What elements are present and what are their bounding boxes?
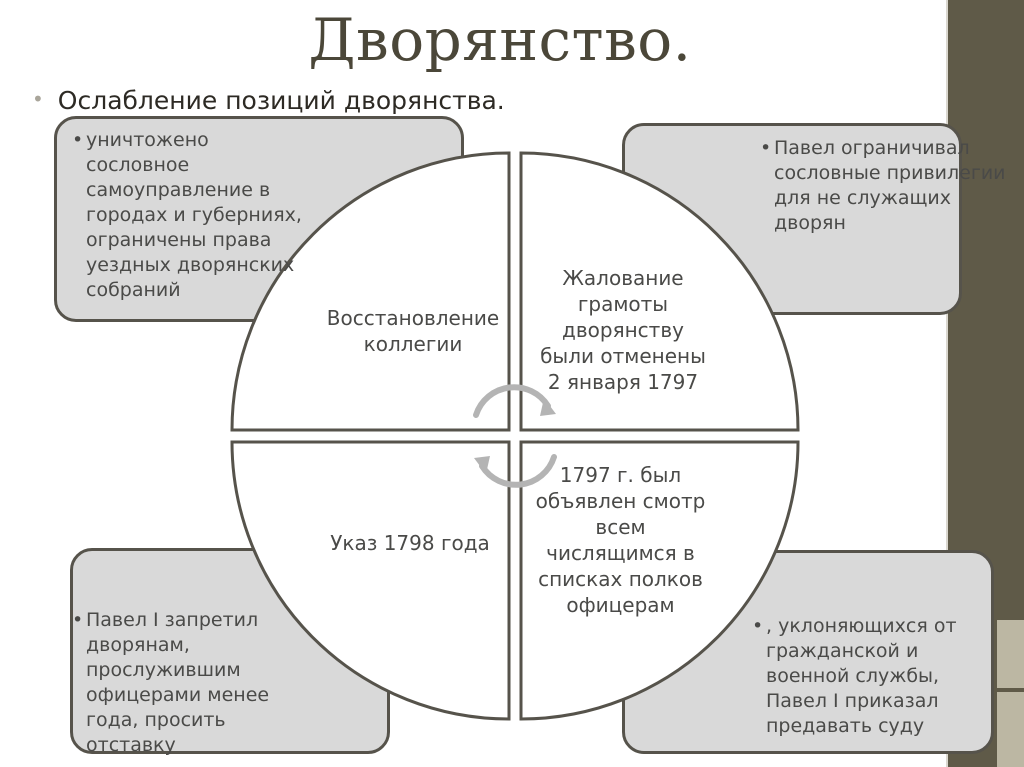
subtitle-text: Ослабление позиций дворянства. — [57, 86, 505, 115]
callout-text-top-right — [760, 136, 1019, 236]
bullet-icon: • — [72, 609, 84, 631]
callout-text-top-left-value: уничтожено сословное самоуправление в городах и губерниях, ограничены права уездных дворянских собраний — [86, 129, 302, 301]
bullet-icon: • — [32, 87, 44, 111]
slide-title: Дворянство. — [308, 6, 692, 74]
quadrant-top-right-label: Жалование грамоты дворянству были отменены 2 января 1797 — [540, 266, 706, 394]
callout-text-bottom-right-value: , уклоняющихся от гражданской и военной службы, Павел I приказал предавать суду — [766, 615, 957, 737]
callout-text-bottom-left — [70, 608, 291, 760]
bullet-icon: • — [72, 129, 84, 151]
quadrant-bottom-left-label: Указ 1798 года — [330, 531, 490, 555]
callout-text-bottom-right — [752, 614, 966, 739]
callout-text-top-left — [72, 128, 318, 303]
callout-text-bottom-left-value: Павел I запретил дворянам, прослужившим офицерами менее года, просить отставку — [86, 609, 270, 756]
bullet-icon: • — [760, 137, 772, 159]
bullet-icon: • — [752, 615, 764, 637]
quadrant-bottom-right-label: 1797 г. был объявлен смотр всем числящимся в списках полков офицерам — [535, 463, 706, 617]
quadrant-top-left-label: Восстановление коллегии — [326, 306, 500, 356]
callout-text-top-right-value: Павел ограничивал сословные привилегии для не служащих дворян — [774, 137, 1006, 234]
